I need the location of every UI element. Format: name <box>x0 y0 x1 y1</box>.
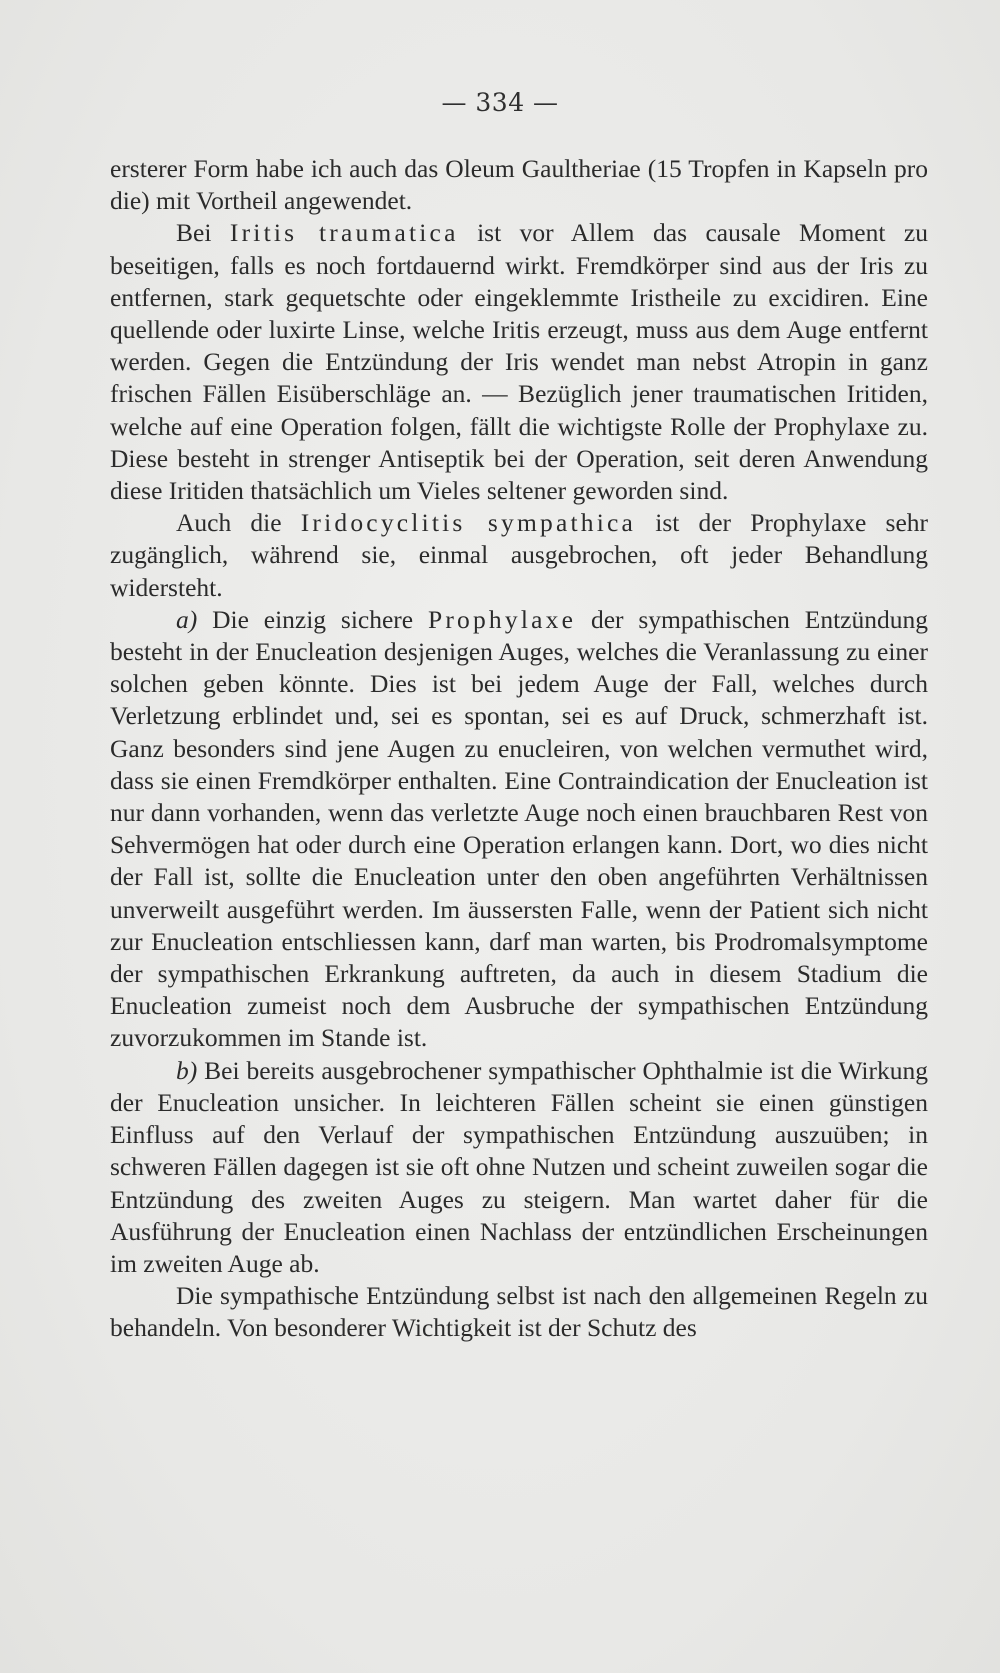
list-marker-b: b) <box>176 1055 198 1085</box>
paragraph-text: ersterer Form habe ich auch das Oleum Gaultheriae (15 Tropfen in Kapseln pro die) mit Vortheil angewendet. <box>110 154 928 216</box>
paragraph-behandlung <box>110 1280 928 1344</box>
paragraph-text: der sympathischen Entzündung besteht in der Enucleation desjenigen Auges, welches die Veranlassung zu einer solchen geben könnte. Dies ist bei jedem Auge der Fall, welches durch Verletzung erblindet und, sei es spontan, sei es auf Druck, schmerzhaft ist. Ganz besonders sind jene Augen zu enucleiren, von welchen vermuthet wird, dass sie einen Fremdkörper enthalten. Eine Contraindication der Enucleation ist nur dann vorhanden, wenn das verletzte Auge noch einen brauchbaren Rest von Sehvermögen hat oder durch eine Operation erlangen kann. Dort, wo dies nicht der Fall ist, sollte die Enucleation unter den oben angeführten Verhältnissen unverweilt ausgeführt werden. Im äussersten Falle, wenn der Patient sich nicht zur Enucleation entschliessen kann, darf man warten, bis Prodromalsymptome der sympathischen Erkrankung auftreten, da auch in diesem Stadium die Enucleation zumeist noch dem Ausbruche der sympathischen Entzündung zuvorzukommen im Stande ist. <box>110 604 928 1053</box>
paragraph-iridocyclitis-sympathica <box>110 507 928 604</box>
paragraph-text: Die sympathische Entzündung selbst ist nach den allgemeinen Regeln zu behandeln. Von besonderer Wichtigkeit ist der Schutz des <box>110 1281 928 1343</box>
body-text <box>110 153 928 1345</box>
paragraph-text: Die einzig sichere <box>197 604 428 634</box>
paragraph-text: Bei <box>176 218 230 248</box>
paragraph-text: ist vor Allem das causale Moment zu beseitigen, falls es noch fortdauernd wirkt. Fremdkörper sind aus der Iris zu entfernen, stark gequetschte oder eingeklemmte Iristheile zu excidiren. Eine quellende oder luxirte Linse, welche Iritis erzeugt, muss aus dem Auge entfernt werden. Gegen die Entzündung der Iris wendet man nebst Atropin in ganz frischen Fällen Eisüberschläge an. — Bezüglich jener traumatischen Iritiden, welche auf eine Operation folgen, fällt die wichtigste Rolle der Prophylaxe zu. Diese besteht in strenger Antiseptik bei der Operation, seit deren Anwendung diese Iritiden thatsächlich um Vieles seltener geworden sind. <box>110 218 928 506</box>
spaced-term-iritis-traumatica: Iritis traumatica <box>229 218 459 248</box>
paragraph-sympathische-ophthalmie <box>110 1055 928 1280</box>
spaced-term-iridocyclitis-sympathica: Iridocyclitis sympathica <box>300 508 637 538</box>
paragraph-oleum-gaultheriae <box>110 153 928 217</box>
paragraph-text: Bei bereits ausgebrochener sympathischer Ophthalmie ist die Wirkung der Enucleation unsicher. In leichteren Fällen scheint sie einen günstigen Einfluss auf den Verlauf der sympathischen Entzündung auszuüben; in schweren Fällen dagegen ist sie oft ohne Nutzen und scheint zuweilen sogar die Entzündung des zweiten Auges zu steigern. Man wartet daher für die Ausführung der Enucleation einen Nachlass der entzündlichen Erscheinungen im zweiten Auge ab. <box>110 1055 928 1278</box>
list-marker-a: a) <box>176 604 198 634</box>
spaced-term-prophylaxe: Prophylaxe <box>427 604 577 634</box>
paragraph-text: Auch die <box>176 508 301 538</box>
paragraph-text: ist der Prophylaxe sehr zugänglich, während sie, einmal ausgebrochen, oft jeder Behandlung widersteht. <box>110 508 929 602</box>
page-number: — 334 — <box>441 88 559 117</box>
paragraph-iritis-traumatica <box>110 217 928 507</box>
paragraph-prophylaxe <box>110 604 928 1055</box>
